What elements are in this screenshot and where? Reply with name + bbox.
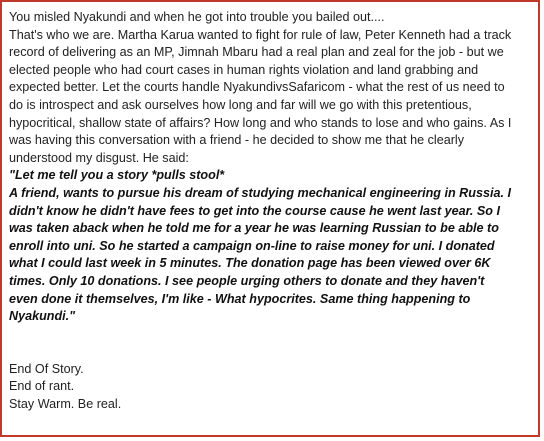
quote-line: A friend, wants to pursue his dream of studying mechanical engineering in Russia. I [9, 185, 511, 200]
quote-line: what I could last week in 5 minutes. The donation page has been viewed over 6K [9, 256, 491, 271]
intro-line: understood my disgust. He said: [9, 150, 189, 165]
intro-line: was having this conversation with a friend - he decided to show me that he clearly [9, 133, 465, 148]
intro-line: elected people who had court cases in human rights violation and land grabbing and [9, 62, 479, 77]
quote-line: was taken aback when he told me for a year he was learning Russian to be able to [9, 221, 499, 236]
intro-line: expected better. Let the courts handle NyakundivsSafaricom - what the rest of us need to [9, 80, 505, 95]
quote-line: "Let me tell you a story *pulls stool* [9, 168, 225, 183]
quote-line: enroll into uni. So he started a campaign on-line to raise money for uni. I donated [9, 238, 495, 253]
intro-line: You misled Nyakundi and when he got into trouble you bailed out.... [9, 10, 385, 24]
outro-line: End of rant. [9, 379, 75, 394]
paragraph-gap [9, 326, 539, 361]
post-body [9, 9, 539, 413]
outro-line: Stay Warm. Be real. [9, 396, 122, 411]
quote-line: Nyakundi." [9, 309, 76, 324]
quote-line: even done it themselves, I'm like - What hypocrites. Same thing happening to [9, 291, 471, 306]
intro-line: That's who we are. Martha Karua wanted to fight for rule of law, Peter Kenneth had a track [9, 27, 512, 42]
quote-line: didn't know he didn't have fees to get into the course cause he went last year. So I [9, 203, 500, 218]
outro-line: End Of Story. [9, 361, 84, 376]
intro-line: hypocritical, shallow state of affairs? How long and who stands to lose and who gains. As I [9, 115, 512, 130]
intro-line: record of delivering as an MP, Jimnah Mbaru had a real plan and zeal for the job - but we [9, 45, 504, 60]
quote-line: times. Only 10 donations. I see people urging others to donate and they haven't [9, 273, 485, 288]
intro-line: do is introspect and ask ourselves how long and far will we go with this pretentious, [9, 97, 472, 112]
